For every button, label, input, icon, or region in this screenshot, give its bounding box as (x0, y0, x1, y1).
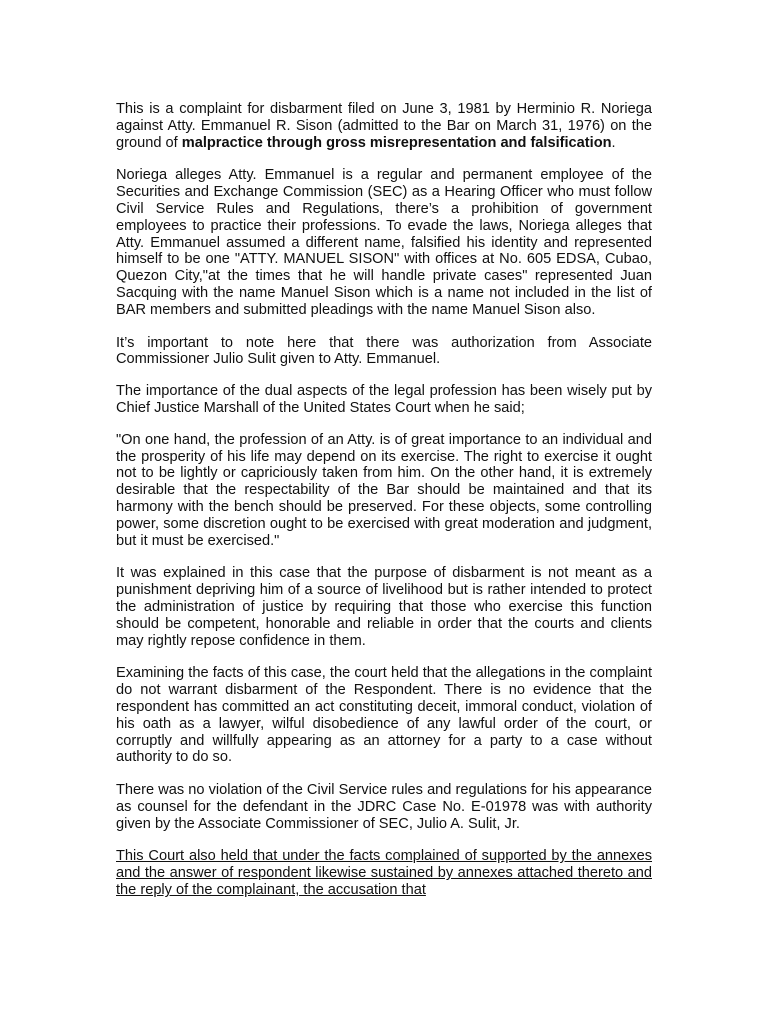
paragraph-authorization-note: It’s important to note here that there was authorization from Associate Commissioner Julio Sulit given to Atty. Emmanuel. (116, 334, 652, 368)
paragraph-court-holding: Examining the facts of this case, the court held that the allegations in the complaint do not warrant disbarment of the Respondent. There is no evidence that the respondent has committed an act constituting deceit, immoral conduct, violation of his oath as a lawyer, wilful disobedience of any lawful order of the court, or corruptly and willfully appearing as an attorney for a party to a case without authority to do so. (116, 665, 652, 766)
paragraph-civil-service: There was no violation of the Civil Service rules and regulations for his appearance as counsel for the defendant in the JDRC Case No. E-01978 was with authority given by the Associate Commissioner of SEC, Julio A. Sulit, Jr. (116, 782, 652, 832)
complaint-lead-text: This is a complaint for disbarment filed on June 3, 1981 by Herminio R. Noriega against Atty. Emmanuel R. Sison (admitted to the Bar on March 31, 1976) on the ground of (116, 101, 652, 151)
document-page (116, 101, 652, 914)
paragraph-dual-aspects: The importance of the dual aspects of the legal profession has been wisely put by Chief Justice Marshall of the United States Court when he said; (116, 383, 652, 416)
paragraph-complaint (116, 101, 652, 151)
paragraph-allegations: Noriega alleges Atty. Emmanuel is a regular and permanent employee of the Securities and Exchange Commission (SEC) as a Hearing Officer who must follow Civil Service Rules and Regulations, there’s a prohibition of government employees to practice their professions. To evade the laws, Noriega alleges that Atty. Emmanuel assumed a different name, falsified his identity and represented himself to be one "ATTY. MANUEL SISON" with offices at No. 605 EDSA, Cubao, Quezon City,"at the times that he will handle private cases" represented Juan Sacquing with the name Manuel Sison which is a name not included in the list of BAR members and submitted pleadings with the name Manuel Sison also. (116, 167, 652, 318)
paragraph-court-also-held: This Court also held that under the facts complained of supported by the annexes and the answer of respondent likewise sustained by annexes attached thereto and the reply of the complainant, the accusation that (116, 848, 652, 899)
complaint-ground-emphasis: malpractice through gross misrepresentation and falsification (181, 134, 612, 151)
paragraph-purpose-of-disbarment: It was explained in this case that the purpose of disbarment is not meant as a punishment depriving him of a source of livelihood but is rather intended to protect the administration of justice by requiring that those who exercise this function should be competent, honorable and reliable in order that the courts and clients may rightly repose confidence in them. (116, 565, 652, 649)
paragraph-marshall-quote: "On one hand, the profession of an Atty. is of great importance to an individual and the prosperity of his life may depend on its exercise. The right to exercise it ought not to be lightly or capriciously taken from him. On the other hand, it is extremely desirable that the respectability of the Bar should be maintained and that its harmony with the bench should be preserved. For these objects, some controlling power, some discretion ought to be exercised with great moderation and judgment, but it must be exercised." (116, 431, 652, 549)
complaint-tail-text: . (611, 134, 616, 151)
